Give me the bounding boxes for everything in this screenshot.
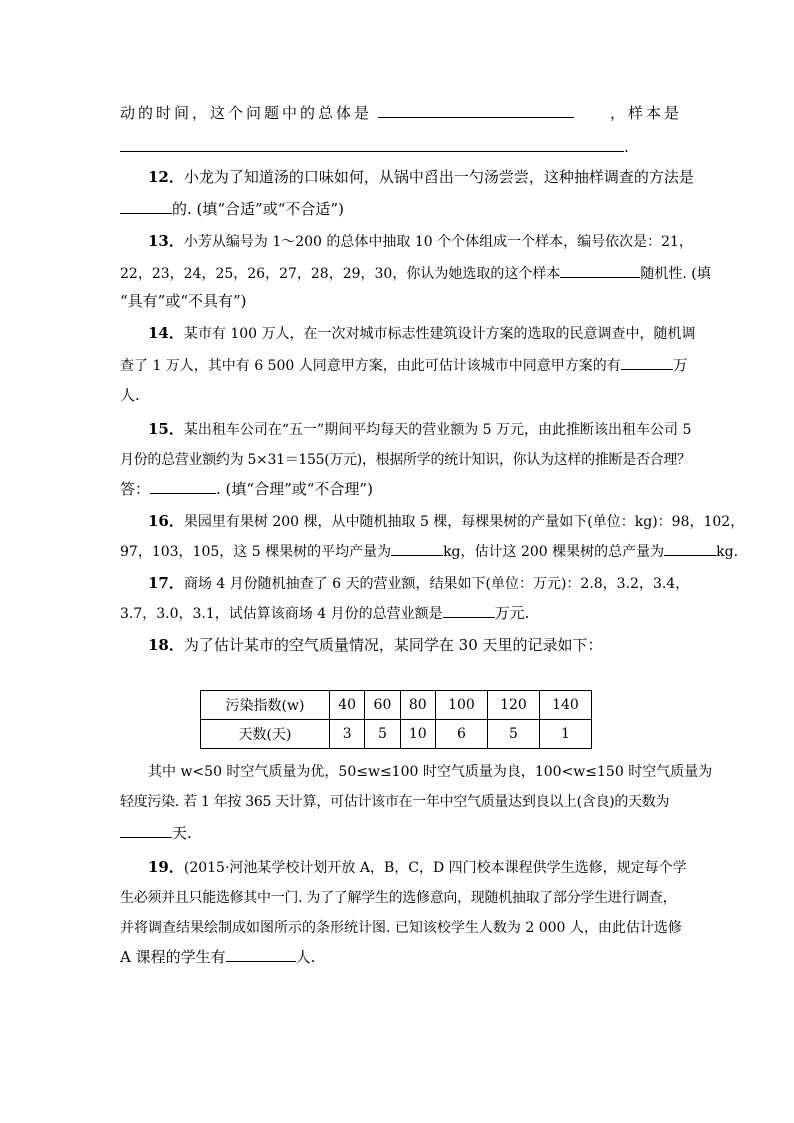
q11-line2: . — [120, 136, 680, 158]
q19-blank[interactable] — [226, 947, 296, 962]
q16-line2: 97，103，105，这 5 棵果树的平均产量为 kg，估计这 200 棵果树的总产量为 kg. — [120, 540, 680, 563]
q14-number: 14． — [148, 324, 184, 342]
q13-line3: “具有”或“不具有”) — [120, 292, 247, 310]
q11-line1 — [120, 102, 683, 124]
q15-number: 15． — [148, 420, 184, 438]
pollution-table — [200, 690, 592, 749]
table-cell: 40 — [330, 691, 365, 720]
q17-line1: 17．商场 4 月份随机抽查了 6 天的营业额，结果如下(单位：万元)：2.8，3.2，3.4， — [148, 574, 690, 592]
q12-blank[interactable] — [120, 199, 172, 214]
q15-line2: 月份的总营业额约为 5×31＝155(万元)，根据所学的统计知识，你认为这样的推断是否合理？ — [120, 452, 691, 468]
q18-line4: 天. — [120, 822, 680, 844]
q11-blank-population[interactable] — [378, 103, 574, 118]
q11-blank-sample[interactable] — [120, 137, 624, 152]
q17-number: 17． — [148, 574, 184, 592]
table-row-pollution-index — [201, 691, 592, 720]
q17-blank[interactable] — [443, 603, 495, 618]
q14-line1: 14．某市有 100 万人，在一次对城市标志性建筑设计方案的选取的民意调查中，随机调 — [148, 324, 696, 342]
table-cell: 6 — [435, 720, 487, 749]
q18-blank[interactable] — [120, 823, 172, 838]
table-cell: 60 — [365, 691, 400, 720]
table-cell: 3 — [330, 720, 365, 749]
q14-line2: 查了 1 万人，其中有 6 500 人同意甲方案，由此可估计该城市中同意甲方案的有 万 — [120, 356, 688, 374]
q19-line2: 生必须并且只能选修其中一门. 为了了解学生的选修意向，现随机抽取了部分学生进行调查， — [120, 890, 677, 906]
q18-number: 18． — [148, 636, 184, 654]
q15-line1: 15．某出租车公司在“五一”期间平均每天的营业额为 5 万元，由此推断该出租车公司 5 — [148, 420, 692, 438]
table-cell: 120 — [487, 691, 539, 720]
table-cell: 100 — [435, 691, 487, 720]
q13-line1: 13．小芳从编号为 1～200 的总体中抽取 10 个个体组成一个样本，编号依次是：21， — [148, 232, 693, 250]
q19-line4: A 课程的学生有 人. — [120, 948, 316, 966]
q12-line2: 的. (填“合适”或“不合适”) — [120, 198, 680, 220]
q13-blank[interactable] — [560, 263, 640, 278]
q14-line3: 人. — [120, 386, 140, 404]
table-cell: 5 — [365, 720, 400, 749]
table-row-days — [201, 720, 592, 749]
q19-number: 19． — [148, 858, 184, 876]
q16-number: 16． — [148, 512, 184, 530]
q19-line3: 并将调查结果绘制成如图所示的条形统计图. 已知该校学生人数为 2 000 人，由此估计选修 — [120, 920, 682, 936]
q16-blank-average[interactable] — [391, 541, 443, 556]
q16-blank-total[interactable] — [664, 541, 716, 556]
q11-text: 动的时间，这个问题中的总体是 — [120, 104, 373, 122]
table-cell: 1 — [539, 720, 591, 749]
q16-line1: 16．果园里有果树 200 棵，从中随机抽取 5 棵，每棵果树的产量如下(单位：kg)：98，102， — [148, 512, 745, 530]
q12-line1: 12．小龙为了知道汤的口味如何，从锅中舀出一勺汤尝尝，这种抽样调查的方法是 — [148, 168, 694, 186]
q18-line1: 18．为了估计某市的空气质量情况，某同学在 30 天里的记录如下： — [148, 636, 603, 654]
q15-blank[interactable] — [150, 479, 216, 494]
q19-line1: 19．(2015·河池某学校计划开放 A，B，C，D 四门校本课程供学生选修，规定每个学 — [148, 858, 687, 876]
q12-number: 12． — [148, 168, 184, 186]
q13-number: 13． — [148, 232, 184, 250]
q18-line3: 轻度污染. 若 1 年按 365 天计算，可估计该市在一年中空气质量达到良以上(含良)的天数为 — [120, 794, 670, 810]
q13-line2: 22，23，24，25，26，27，28，29，30，你认为她选取的这个样本 随机性. (填 — [120, 262, 680, 285]
q14-blank[interactable] — [621, 355, 673, 370]
q18-line2: 其中 w<50 时空气质量为优，50≤w≤100 时空气质量为良，100<w≤150 时空气质量为 — [148, 764, 713, 780]
table-cell: 140 — [539, 691, 591, 720]
table-cell: 80 — [400, 691, 435, 720]
table-cell: 10 — [400, 720, 435, 749]
q15-line3: 答： . (填“合理”或“不合理”) — [120, 480, 373, 498]
q11-text-sample: ，样本是 — [610, 104, 683, 122]
table-header-pollution-index: 污染指数(w) — [201, 691, 330, 720]
table-cell: 5 — [487, 720, 539, 749]
table-header-days: 天数(天) — [201, 720, 330, 749]
q17-line2: 3.7，3.0，3.1，试估算该商场 4 月份的总营业额是 万元. — [120, 604, 530, 622]
